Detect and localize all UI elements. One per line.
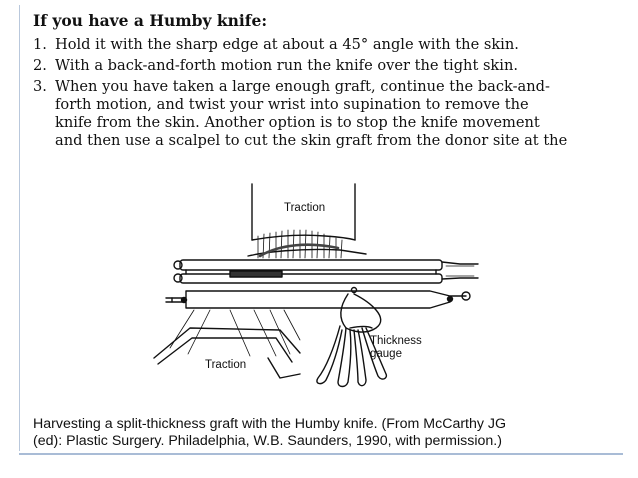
humby-knife [166,260,478,308]
step-text [55,36,623,54]
instruction-list [33,36,623,153]
humby-knife-illustration [150,178,480,388]
traction-top-label: Traction [284,202,326,214]
section-heading: If you have a Humby knife: [33,11,268,30]
thickness-gauge-label-line2: gauge [370,348,402,360]
traction-bottom-label: Traction [205,359,247,371]
step-line: With a back-and-forth motion run the knife over the tight skin. [55,57,518,74]
list-item [33,78,623,150]
step-number: 1. [33,36,47,53]
step-number: 3. [33,78,47,95]
step-text [55,57,623,75]
step-line: When you have taken a large enough graft, continue the back-and- [55,78,550,95]
step-number: 2. [33,57,47,74]
caption-line: (ed): Plastic Surgery. Philadelphia, W.B. Saunders, 1990, with permission.) [33,433,502,449]
step-line: forth motion, and twist your wrist into supination to remove the [55,96,529,113]
step-text [55,78,623,150]
caption-line: Harvesting a split-thickness graft with the Humby knife. (From McCarthy JG [33,416,507,432]
figure-caption [33,416,623,450]
step-line: knife from the skin. Another option is to stop the knife movement [55,114,540,131]
thickness-gauge-label-line1: Thickness [370,335,422,347]
donor-skin-area [170,310,300,356]
step-line: and then use a scalpel to cut the skin graft from the donor site at the [55,132,568,149]
list-item [33,36,623,54]
list-item [33,57,623,75]
step-line: Hold it with the sharp edge at about a 45° angle with the skin. [55,36,519,53]
